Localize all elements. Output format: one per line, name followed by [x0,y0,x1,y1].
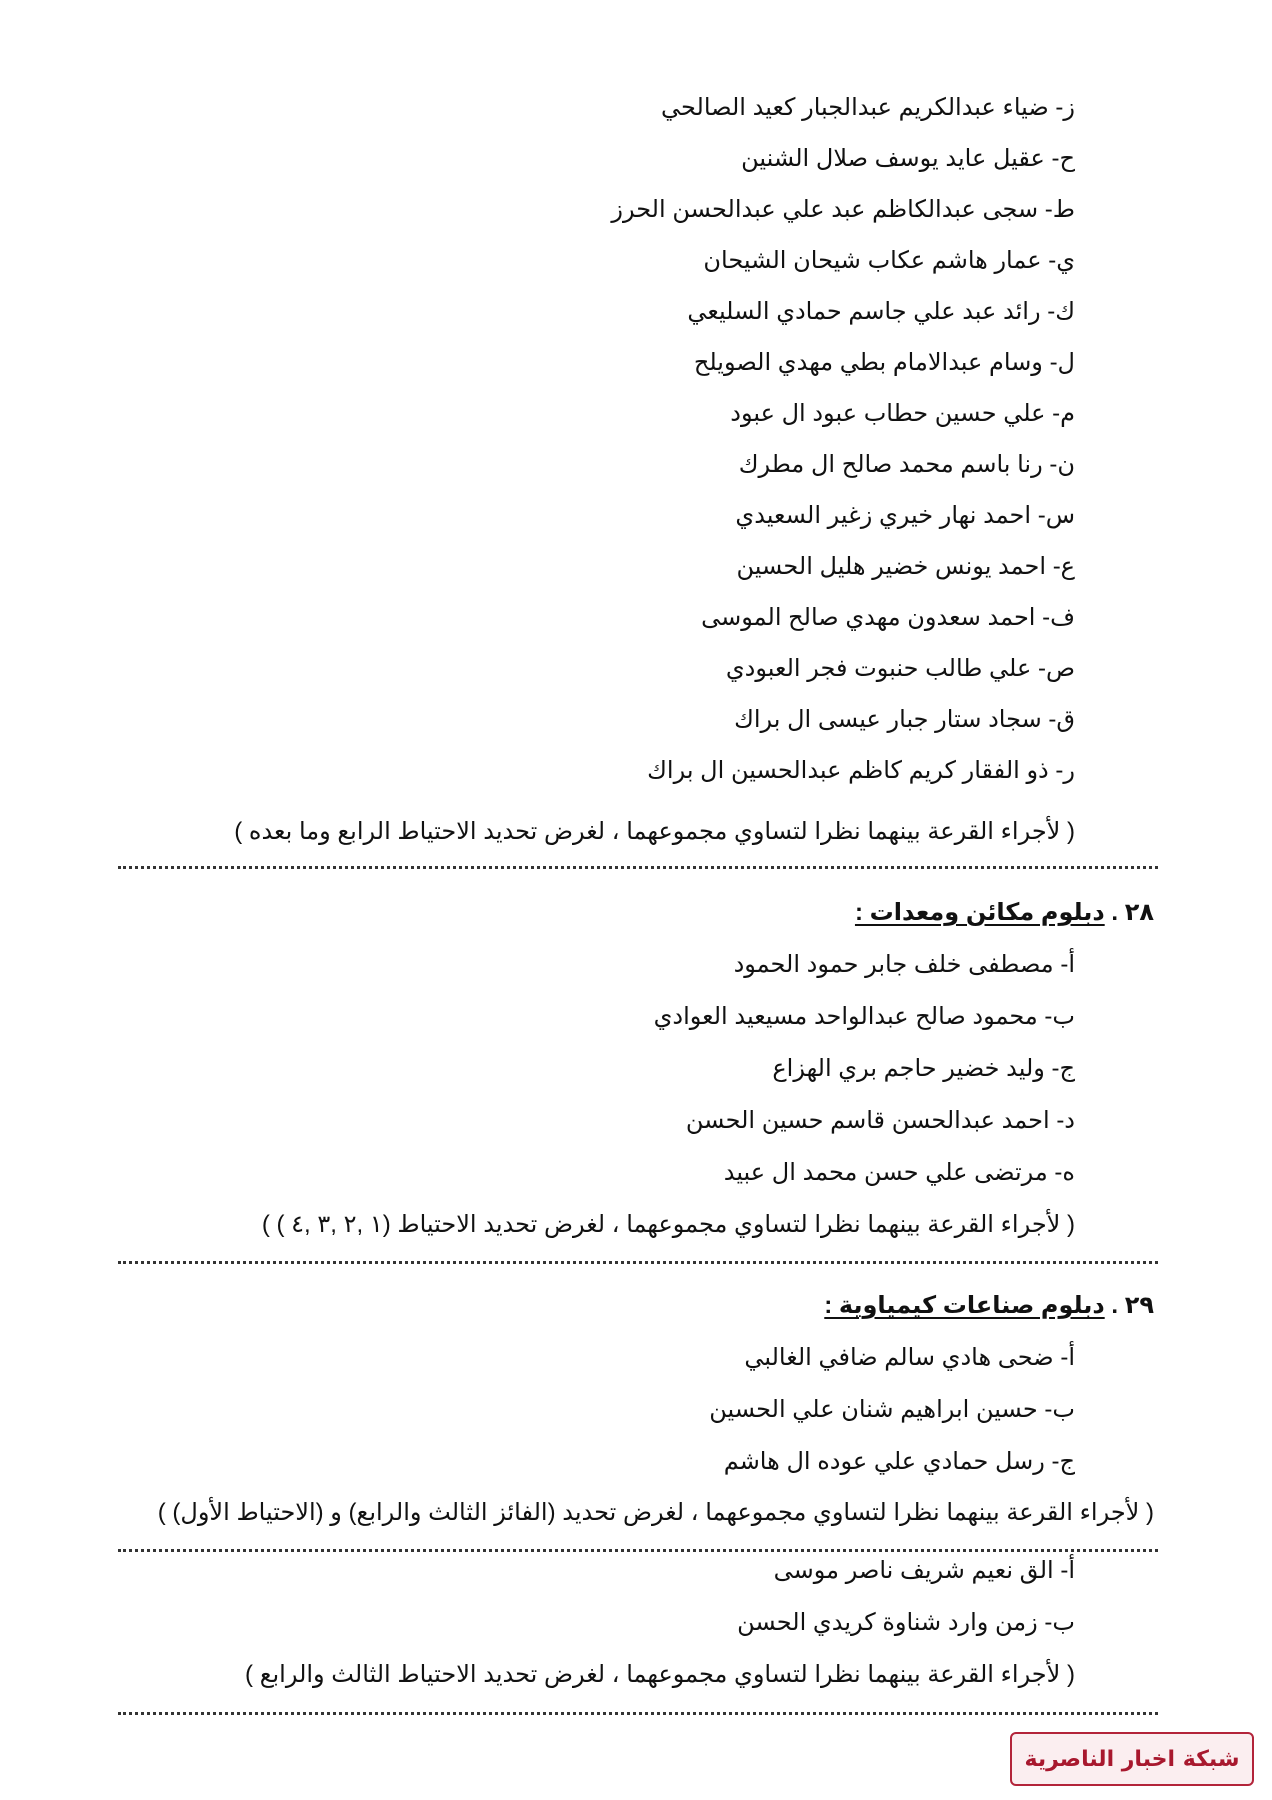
lottery-note: ( لأجراء القرعة بينهما نظرا لتساوي مجموعهما ، لغرض تحديد الاحتياط الثالث والرابع ) [245,1661,1075,1688]
section-title: دبلوم صناعات كيمياوية : [824,1292,1105,1319]
lottery-note: ( لأجراء القرعة بينهما نظرا لتساوي مجموعهما ، لغرض تحديد الاحتياط الرابع وما بعده ) [234,818,1075,845]
list-item: م- علي حسين حطاب عبود ال عبود [730,400,1075,427]
dotted-separator [118,1712,1158,1715]
lottery-note: ( لأجراء القرعة بينهما نظرا لتساوي مجموعهما ، لغرض تحديد الاحتياط (١ ,٢ ,٣ ,٤ ) ) [261,1211,1075,1238]
list-item: ب- حسين ابراهيم شنان علي الحسين [709,1396,1075,1423]
section-number: ٢٩ . [1111,1292,1154,1319]
list-item: ح- عقيل عايد يوسف صلال الشنين [741,145,1075,172]
list-item: أ- مصطفى خلف جابر حمود الحمود [733,951,1075,978]
watermark-text: شبكة اخبار الناصرية [1024,1746,1240,1772]
watermark-logo [1010,1732,1254,1786]
list-item: ق- سجاد ستار جبار عيسى ال براك [734,706,1075,733]
list-item: ص- علي طالب حنبوت فجر العبودي [725,655,1075,682]
list-item: ي- عمار هاشم عكاب شيحان الشيحان [703,247,1075,274]
list-item: ن- رنا باسم محمد صالح ال مطرك [738,451,1075,478]
list-item: ج- رسل حمادي علي عوده ال هاشم [723,1448,1075,1475]
lottery-note: ( لأجراء القرعة بينهما نظرا لتساوي مجموعهما ، لغرض تحديد (الفائز الثالث والرابع) و (الاحتياط الأول) ) [157,1499,1154,1526]
section-number: ٢٨ . [1111,899,1154,926]
list-item: ز- ضياء عبدالكريم عبدالجبار كعيد الصالحي [661,94,1075,121]
dotted-separator [118,1261,1158,1264]
list-item: أ- ضحى هادي سالم ضافي الغالبي [744,1344,1075,1371]
list-item: س- احمد نهار خيري زغير السعيدي [735,502,1075,529]
dotted-separator [118,1549,1158,1552]
list-item: د- احمد عبدالحسن قاسم حسين الحسن [685,1107,1075,1134]
list-item: ف- احمد سعدون مهدي صالح الموسى [701,604,1075,631]
list-item: ب- محمود صالح عبدالواحد مسيعيد العوادي [653,1003,1075,1030]
list-item: ك- رائد عبد علي جاسم حمادي السليعي [687,298,1075,325]
section-heading-29 [824,1291,1154,1321]
list-item: أ- الق نعيم شريف ناصر موسى [773,1557,1075,1584]
list-item: ب- زمن وارد شناوة كريدي الحسن [737,1609,1075,1636]
list-item: ل- وسام عبدالامام بطي مهدي الصويلح [693,349,1075,376]
dotted-separator [118,866,1158,869]
list-item: ر- ذو الفقار كريم كاظم عبدالحسين ال براك [647,757,1075,784]
list-item: ه- مرتضى علي حسن محمد ال عبيد [723,1159,1075,1186]
list-item: ع- احمد يونس خضير هليل الحسين [736,553,1075,580]
list-item: ج- وليد خضير حاجم بري الهزاع [772,1055,1075,1082]
section-heading-28 [855,898,1154,928]
list-item: ط- سجى عبدالكاظم عبد علي عبدالحسن الحرز [611,196,1075,223]
section-title: دبلوم مكائن ومعدات : [854,899,1105,926]
